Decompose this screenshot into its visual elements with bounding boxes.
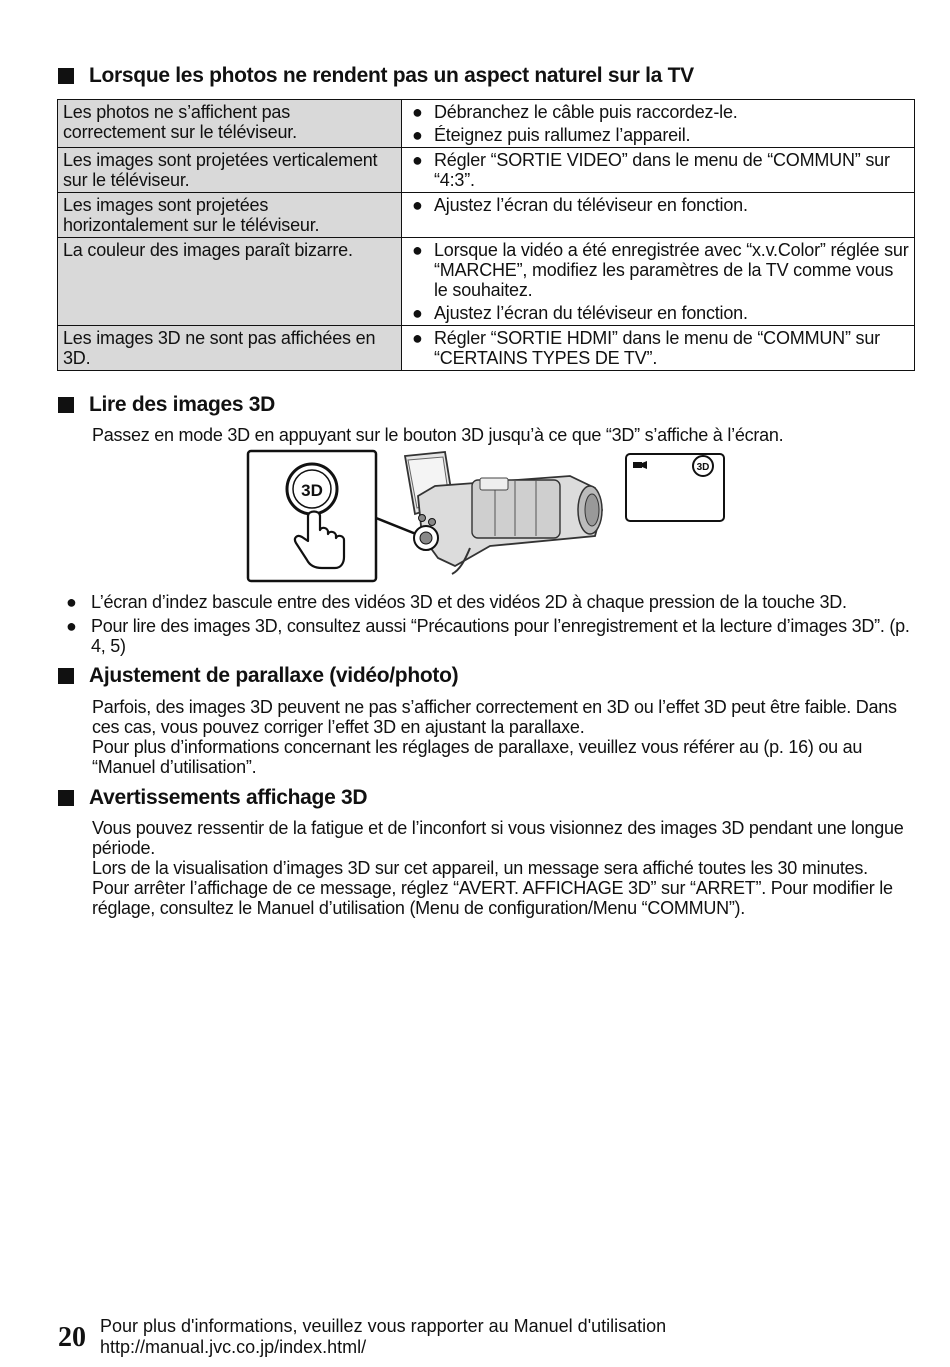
bullet-dot: ●	[412, 150, 423, 170]
problem-cell: Les images 3D ne sont pas affichées en 3D.	[58, 326, 402, 371]
solution-cell	[402, 148, 915, 193]
solution-cell	[402, 326, 915, 371]
section-marker-square	[58, 790, 74, 806]
paragraph-line: Pour plus d’informations concernant les réglages de parallaxe, veuillez vous référer au (p. 16) ou au “Manuel d’utilisation”.	[92, 737, 863, 777]
section-title: Ajustement de parallaxe (vidéo/photo)	[89, 664, 459, 687]
bullet-item	[412, 102, 909, 122]
table-row	[58, 100, 915, 148]
bullet-dot: ●	[412, 240, 423, 260]
bullet-item	[412, 328, 909, 368]
paragraph-line: Vous pouvez ressentir de la fatigue et de l’inconfort si vous visionnez des images 3D pendant une longue période.	[92, 818, 904, 858]
bullet-item	[412, 240, 909, 300]
page-number: 20	[58, 1322, 86, 1353]
bullet-dot: ●	[412, 125, 423, 145]
3d-indicator-label: 3D	[696, 462, 710, 473]
solution-cell	[402, 238, 915, 326]
bullet-item	[412, 303, 909, 323]
bullet-text: Régler “SORTIE VIDEO” dans le menu de “COMMUN” sur “4:3”.	[434, 150, 890, 190]
bullet-text: Pour lire des images 3D, consultez aussi “Précautions pour l’enregistrement et la lecture d’images 3D”. (p. 4, 5)	[91, 616, 910, 656]
bullet-dot: ●	[412, 102, 423, 122]
movie-mode-icon	[633, 462, 642, 468]
section-title: Lire des images 3D	[89, 393, 276, 416]
section-title: Avertissements affichage 3D	[89, 786, 368, 809]
3d-button-label: 3D	[301, 481, 323, 500]
bullet-text: Ajustez l’écran du téléviseur en fonction.	[434, 195, 748, 215]
bullet-item	[66, 616, 918, 656]
bullet-dot: ●	[412, 303, 423, 323]
problem-cell: Les images sont projetées horizontalement sur le téléviseur.	[58, 193, 402, 238]
bullet-text: Régler “SORTIE HDMI” dans le menu de “COMMUN” sur “CERTAINS TYPES DE TV”.	[434, 328, 880, 368]
footer-note: Pour plus d'informations, veuillez vous rapporter au Manuel d'utilisation	[100, 1316, 667, 1336]
bullet-text: Lorsque la vidéo a été enregistrée avec “x.v.Color” réglée sur “MARCHE”, modifiez les paramètres de la TV comme vous le souhaitez.	[434, 240, 909, 300]
section-marker-square	[58, 68, 74, 84]
section-heading-3d-playback	[58, 393, 275, 417]
footer-text	[100, 1316, 666, 1358]
paragraph-line: Pour arrêter l’affichage de ce message, réglez “AVERT. AFFICHAGE 3D” sur “ARRET”. Pour modifier le réglage, consultez le Manuel d’utilisation (Menu de configuration/Menu “COMMUN”).	[92, 878, 893, 918]
section-title: Lorsque les photos ne rendent pas un aspect naturel sur la TV	[89, 64, 694, 87]
tv-troubleshooting-table	[57, 99, 915, 371]
bullet-dot: ●	[66, 592, 77, 612]
intro-paragraph: Passez en mode 3D en appuyant sur le bouton 3D jusqu’à ce que “3D” s’affiche à l’écran.	[92, 425, 784, 445]
problem-cell: Les images sont projetées verticalement sur le téléviseur.	[58, 148, 402, 193]
solution-cell	[402, 193, 915, 238]
table-row	[58, 326, 915, 371]
bullet-item	[412, 150, 909, 190]
section-heading-warnings	[58, 786, 367, 810]
bullet-item	[412, 125, 909, 145]
warnings-paragraph	[92, 818, 917, 918]
bullet-dot: ●	[412, 195, 423, 215]
bullet-dot: ●	[412, 328, 423, 348]
solution-cell	[402, 100, 915, 148]
parallax-paragraph	[92, 697, 917, 777]
bullet-text: Ajustez l’écran du téléviseur en fonction.	[434, 303, 748, 323]
table-row	[58, 238, 915, 326]
problem-cell: Les photos ne s’affichent pas correctement sur le téléviseur.	[58, 100, 402, 148]
bullet-dot: ●	[66, 616, 77, 636]
section-heading-parallax	[58, 664, 458, 688]
paragraph-line: Lors de la visualisation d’images 3D sur cet appareil, un message sera affiché toutes les 30 minutes.	[92, 858, 868, 878]
section-marker-square	[58, 397, 74, 413]
manual-url-link[interactable]: http://manual.jvc.co.jp/index.html/	[100, 1337, 367, 1357]
bullet-text: Débranchez le câble puis raccordez-le.	[434, 102, 738, 122]
section-heading-tv	[58, 64, 694, 88]
problem-cell: La couleur des images paraît bizarre.	[58, 238, 402, 326]
bullet-text: Éteignez puis rallumez l’appareil.	[434, 125, 691, 145]
bullet-item	[66, 592, 918, 612]
page-footer	[58, 1316, 666, 1358]
camcorder-icon	[405, 452, 602, 574]
table-row	[58, 193, 915, 238]
3d-button-illustration	[240, 448, 740, 588]
3d-notes-list	[66, 592, 918, 656]
paragraph-line: Parfois, des images 3D peuvent ne pas s’afficher correctement en 3D ou l’effet 3D peut être faible. Dans ces cas, vous pouvez corriger l’effet 3D en ajustant la parallaxe.	[92, 697, 897, 737]
section-marker-square	[58, 668, 74, 684]
bullet-item	[412, 195, 909, 215]
bullet-text: L’écran d’indez bascule entre des vidéos 3D et des vidéos 2D à chaque pression de la touche 3D.	[91, 592, 847, 612]
table-row	[58, 148, 915, 193]
